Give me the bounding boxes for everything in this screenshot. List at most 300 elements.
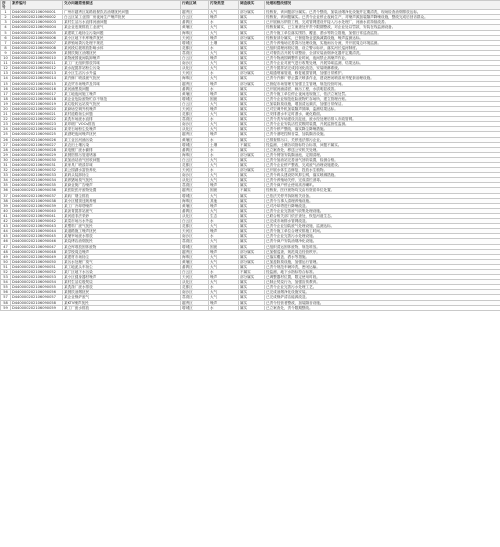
cell-district: 海珠区 [181, 30, 209, 35]
cell-district: 黄埔区 [181, 91, 209, 96]
table-body [1, 10, 500, 311]
cell-district: 从化区 [181, 127, 209, 132]
cell-district: 荔湾区 [181, 295, 209, 300]
cell-index: 2 [1, 15, 11, 20]
cell-verification: 属实 [239, 239, 265, 244]
cell-rectification: 已组织清运固体废物，规范堆放。 [265, 244, 500, 249]
cell-rectification: 已落实覆盖、洒水等措施。 [265, 254, 500, 259]
cell-pollution-type: 噪声 [209, 15, 239, 20]
cell-pollution-type: 水 [209, 168, 239, 173]
cell-issue: 某沥青搅拌站废气 [63, 208, 181, 213]
cell-district: 越秀区 [181, 132, 209, 137]
cell-index: 3 [1, 20, 11, 25]
cell-issue: 某养殖场粪污处理不规范 [63, 40, 181, 45]
cell-rectification: 已加装除臭设施，增加清运频次，加强日常保洁。 [265, 101, 500, 106]
cell-case-code: D440000202106090036 [11, 188, 63, 193]
cell-verification: 属实 [239, 127, 265, 132]
cell-pollution-type: 大气 [209, 224, 239, 229]
cell-rectification: 已责令施工单位落实围挡、覆盖、洒水等防尘措施，加强日常巡查监管。 [265, 30, 500, 35]
cell-case-code: D440000202106090021 [11, 112, 63, 117]
cell-pollution-type: 噪声 [209, 229, 239, 234]
cell-verification: 部分属实 [239, 168, 265, 173]
cell-verification: 属实 [239, 213, 265, 218]
cell-district: 荔湾区 [181, 50, 209, 55]
cell-district: 白云区 [181, 219, 209, 224]
cell-verification: 属实 [239, 178, 265, 183]
cell-rectification: 已督促市场管理方加强卫生管理，规范经营时间。 [265, 81, 500, 86]
cell-verification: 属实 [239, 254, 265, 259]
cell-index: 20 [1, 106, 11, 111]
cell-case-code: D440000202106090015 [11, 81, 63, 86]
cell-issue: 某工地夜间施工噪声 [63, 91, 181, 96]
cell-rectification: 已对餐饮店开展专项整治，全部安装油烟净化器并定期清洗。 [265, 50, 500, 55]
cell-issue: 某家具厂喷漆异味 [63, 163, 181, 168]
cell-rectification: 经核查部分属实，已督促物业更换减震设施，噪声监测达标。 [265, 35, 500, 40]
cell-pollution-type: 水 [209, 285, 239, 290]
cell-verification: 属实 [239, 244, 265, 249]
cell-issue: 某酒吧夜间噪声扰民 [63, 132, 181, 137]
cell-issue: 某工地泥头车扬尘 [63, 264, 181, 269]
cell-district: 增城区 [181, 96, 209, 101]
cell-index: 54 [1, 280, 11, 285]
cell-case-code: D440000202106090049 [11, 254, 63, 259]
cell-index: 8 [1, 45, 11, 50]
cell-case-code: D440000202106090041 [11, 213, 63, 218]
cell-case-code: D440000202106090011 [11, 61, 63, 66]
cell-district: 天河区 [181, 168, 209, 173]
cell-case-code: D440000202106090013 [11, 71, 63, 76]
cell-pollution-type: 大气 [209, 163, 239, 168]
cell-verification: 属实 [239, 122, 265, 127]
header-index: 序号 [1, 1, 11, 10]
cell-district: 黄埔区 [181, 259, 209, 264]
cell-district: 花都区 [181, 224, 209, 229]
cell-verification: 属实 [239, 112, 265, 117]
cell-case-code: D440000202106090030 [11, 157, 63, 162]
cell-case-code: D440000202106090017 [11, 91, 63, 96]
cell-district: 增城区 [181, 305, 209, 310]
cell-pollution-type: 大气 [209, 239, 239, 244]
cell-index: 1 [1, 10, 11, 15]
cell-district: 花都区 [181, 163, 209, 168]
cell-case-code: D440000202106090014 [11, 76, 63, 81]
cell-verification: 属实 [239, 106, 265, 111]
cell-rectification: 已责令经营者整改，加装隔音设施。 [265, 300, 500, 305]
cell-rectification: 已开展河涌清淤、截污工程，水质明显改善。 [265, 86, 500, 91]
cell-issue: 某加油站油气回收问题 [63, 157, 181, 162]
cell-verification: 属实 [239, 137, 265, 142]
cell-district: 白云区 [181, 157, 209, 162]
cell-index: 11 [1, 61, 11, 66]
cell-index: 9 [1, 50, 11, 55]
cell-pollution-type: 水 [209, 234, 239, 239]
cell-rectification: 经监测，土壤各项指标符合标准，问题不属实。 [265, 142, 500, 147]
cell-pollution-type: 水 [209, 20, 239, 25]
cell-case-code: D440000202106090045 [11, 234, 63, 239]
cell-verification: 属实 [239, 147, 265, 152]
cell-district: 番禺区 [181, 20, 209, 25]
cell-district: 天河区 [181, 35, 209, 40]
cell-index: 52 [1, 269, 11, 274]
cell-rectification: 已依法关停并拆除相关设备。 [265, 193, 500, 198]
cell-pollution-type: 大气 [209, 61, 239, 66]
cell-pollution-type: 噪声 [209, 132, 239, 137]
cell-rectification: 已责令加油站完善油气回收装置，检测合格。 [265, 157, 500, 162]
cell-pollution-type: 生态 [209, 213, 239, 218]
cell-pollution-type: 噪声 [209, 183, 239, 188]
cell-pollution-type: 噪声 [209, 35, 239, 40]
cell-district: 白云区 [181, 56, 209, 61]
cell-pollution-type: 大气 [209, 25, 239, 30]
table-row [1, 305, 500, 310]
cell-index: 18 [1, 96, 11, 101]
cell-district: 白云区 [181, 269, 209, 274]
cell-rectification: 已责令商户停止使用高音喇叭。 [265, 183, 500, 188]
cell-verification: 属实 [239, 285, 265, 290]
cell-rectification: 已完成锅炉清洁能源改造。 [265, 295, 500, 300]
cell-case-code: D440000202106090007 [11, 40, 63, 45]
cell-verification: 属实 [239, 300, 265, 305]
cell-issue: 某污水处理厂臭气 [63, 259, 181, 264]
cell-pollution-type: 大气 [209, 178, 239, 183]
cell-district: 番禺区 [181, 147, 209, 152]
cell-rectification: 已责令酒吧控制音量，加装隔音设施。 [265, 132, 500, 137]
cell-verification: 部分属实 [239, 259, 265, 264]
cell-issue: 某厂区地下水污染 [63, 269, 181, 274]
cell-issue: 某农贸市场噪声及异味 [63, 81, 181, 86]
cell-district: 黄埔区 [181, 25, 209, 30]
cell-rectification: 已责令养殖场关停，完成清栏消毒。 [265, 178, 500, 183]
cell-rectification: 经核查属实，已立案查处并责令限期整改，对企业处以罚款，安装在线监测设备。 [265, 25, 500, 30]
cell-issue: 某餐饮油烟扰民 [63, 290, 181, 295]
cell-district: 番禺区 [181, 264, 209, 269]
cell-issue: 某养猪场臭气扰民 [63, 178, 181, 183]
cell-case-code: D440000202106090010 [11, 56, 63, 61]
cell-rectification: 已加盖除臭设施，加强运行管理。 [265, 259, 500, 264]
cell-issue: 某商业街广告噪声 [63, 183, 181, 188]
cell-pollution-type: 大气 [209, 208, 239, 213]
cell-verification: 属实 [239, 61, 265, 66]
cell-index: 26 [1, 137, 11, 142]
cell-issue: 某农田土壤污染 [63, 142, 181, 147]
cell-index: 38 [1, 198, 11, 203]
cell-rectification: 已责令企业加装废气处理设施，监测达标。 [265, 224, 500, 229]
cell-pollution-type: 大气 [209, 280, 239, 285]
cell-rectification: 已责令物流园调整作业时间，夜间禁止高噪声作业。 [265, 56, 500, 61]
cell-issue: 某企业危险废物贮存不规范 [63, 96, 181, 101]
cell-district: 从化区 [181, 213, 209, 218]
cell-index: 55 [1, 285, 11, 290]
cell-rectification: 已加强巡查，规范周边经营秩序。 [265, 249, 500, 254]
cell-issue: 某建筑工地扬尘污染问题 [63, 30, 181, 35]
cell-issue: 某河段垃圾堆放影响水体 [63, 45, 181, 50]
cell-rectification: 已责令企业安装活性炭吸附装置，开展监督性监测。 [265, 122, 500, 127]
cell-rectification: 已责令企业完善污水处理设施。 [265, 234, 500, 239]
cell-case-code: D440000202106090022 [11, 117, 63, 122]
cell-rectification: 已联合相关部门依法查处，恢复河道生态。 [265, 213, 500, 218]
cell-case-code: D440000202106090058 [11, 300, 63, 305]
cell-verification: 部分属实 [239, 249, 265, 254]
cell-rectification: 已制止焚烧行为，加强宣传教育。 [265, 280, 500, 285]
cell-rectification: 已责令汽修厂停止露天喷漆作业，建设密闭喷漆房并配套治理设施。 [265, 76, 500, 81]
cell-district: 增城区 [181, 40, 209, 45]
cell-pollution-type: 大气 [209, 10, 239, 15]
cell-index: 28 [1, 147, 11, 152]
cell-issue: 某洗涤厂废水排放 [63, 285, 181, 290]
cell-verification: 属实 [239, 117, 265, 122]
cell-index: 7 [1, 40, 11, 45]
cell-issue: 某塑料厂废气扰民 [63, 224, 181, 229]
cell-district: 越秀区 [181, 188, 209, 193]
cell-district: 海珠区 [181, 76, 209, 81]
cell-rectification: 经核查，该问题部分属实。已责令整改，加装油烟净化设施并定期清洗，现场检查油烟排放达标。 [265, 10, 500, 15]
cell-rectification: 已责令洗车场建设沉淀池，废水经处理后排入市政管网。 [265, 117, 500, 122]
cell-verification: 属实 [239, 305, 265, 310]
cell-pollution-type: 噪声 [209, 81, 239, 86]
cell-issue: 某建材市场扬尘 [63, 254, 181, 259]
cell-pollution-type: 土壤 [209, 142, 239, 147]
cell-issue: 某小区生活污水外溢 [63, 71, 181, 76]
cell-verification: 属实 [239, 198, 265, 203]
cell-issue: 某道路施工噪声扰民 [63, 229, 181, 234]
cell-issue: 某洗车场废水直排 [63, 117, 181, 122]
cell-issue: 某屠宰场废水排放 [63, 234, 181, 239]
cell-case-code: D440000202106090052 [11, 269, 63, 274]
cell-verification: 属实 [239, 193, 265, 198]
cell-case-code: D440000202106090039 [11, 203, 63, 208]
cell-index: 10 [1, 56, 11, 61]
cell-issue: 某砖厂烟尘排放 [63, 193, 181, 198]
cell-district: 番禺区 [181, 208, 209, 213]
cell-issue: 某河道非法采砂 [63, 213, 181, 218]
cell-pollution-type: 噪声 [209, 91, 239, 96]
cell-verification: 属实 [239, 101, 265, 106]
cell-verification: 属实 [239, 30, 265, 35]
cell-case-code: D440000202106090044 [11, 229, 63, 234]
cell-index: 47 [1, 244, 11, 249]
cell-pollution-type: 水 [209, 117, 239, 122]
cell-verification: 部分属实 [239, 81, 265, 86]
cell-index: 27 [1, 142, 11, 147]
cell-verification: 属实 [239, 66, 265, 71]
cell-issue: 某电镀厂废水偷排 [63, 147, 181, 152]
cell-verification: 属实 [239, 229, 265, 234]
cell-issue: 某餐馆排污管道堵塞 [63, 152, 181, 157]
cell-issue: 某水泥搅拌站粉尘污染 [63, 66, 181, 71]
cell-pollution-type: 噪声 [209, 56, 239, 61]
cell-district: 花都区 [181, 285, 209, 290]
cell-issue: 某学校周边噪声 [63, 249, 181, 254]
cell-district: 海珠区 [181, 254, 209, 259]
cell-rectification: 已责令规范车辆冲洗，密闭运输。 [265, 264, 500, 269]
cell-issue: 某餐饮街区油烟扰民 [63, 50, 181, 55]
cell-case-code: D440000202106090002 [11, 15, 63, 20]
cell-case-code: D440000202106090043 [11, 224, 63, 229]
cell-case-code: D440000202106090035 [11, 183, 63, 188]
cell-index: 15 [1, 81, 11, 86]
cell-district: 白云区 [181, 101, 209, 106]
cell-rectification: 已完成油烟净化设施安装。 [265, 290, 500, 295]
cell-pollution-type: 大气 [209, 290, 239, 295]
cell-district: 黄埔区 [181, 137, 209, 142]
cell-verification: 属实 [239, 290, 265, 295]
cell-rectification: 已责令码头建设防风抑尘网，落实喷淋措施。 [265, 173, 500, 178]
cell-index: 50 [1, 259, 11, 264]
cell-index: 45 [1, 234, 11, 239]
cell-index: 48 [1, 249, 11, 254]
cell-issue: 某企业违规排放工业废气 [63, 25, 181, 30]
cell-verification: 不属实 [239, 269, 265, 274]
cell-index: 23 [1, 122, 11, 127]
cell-issue: 某垃圾转运站臭气扰民 [63, 101, 181, 106]
table-header-row [1, 1, 500, 10]
cell-verification: 属实 [239, 50, 265, 55]
cell-case-code: D440000202106090016 [11, 86, 63, 91]
cell-index: 31 [1, 163, 11, 168]
cell-verification: 属实 [239, 157, 265, 162]
cell-pollution-type: 大气 [209, 295, 239, 300]
cell-issue: 某KTV噪声扰民 [63, 300, 181, 305]
cell-issue: 某河涌黑臭问题 [63, 86, 181, 91]
cell-case-code: D440000202106090012 [11, 66, 63, 71]
cell-verification: 属实 [239, 40, 265, 45]
cell-pollution-type: 水 [209, 45, 239, 50]
cell-issue: 某采石场粉尘及噪声 [63, 127, 181, 132]
cell-pollution-type: 噪声 [209, 275, 239, 280]
cell-verification: 属实 [239, 183, 265, 188]
cell-index: 58 [1, 300, 11, 305]
cell-index: 4 [1, 25, 11, 30]
cell-index: 21 [1, 112, 11, 117]
cell-index: 42 [1, 219, 11, 224]
cell-case-code: D440000202106090059 [11, 305, 63, 310]
cell-case-code: D440000202106090029 [11, 152, 63, 157]
cell-case-code: D440000202106090050 [11, 259, 63, 264]
cell-issue: 某村生活垃圾焚烧 [63, 280, 181, 285]
cell-index: 59 [1, 305, 11, 310]
cell-index: 56 [1, 290, 11, 295]
cell-district: 增城区 [181, 142, 209, 147]
cell-rectification: 已对空调外机加装隔声屏障，监测结果达标。 [265, 106, 500, 111]
cell-issue: 某物流园夜间装卸噪声 [63, 56, 181, 61]
cell-pollution-type: 水 [209, 305, 239, 310]
cell-issue: 某工厂无组织排放异味 [63, 61, 181, 66]
cell-case-code: D440000202106090038 [11, 198, 63, 203]
cell-rectification: 已安排洒水车定时洒水，硬化路面。 [265, 112, 500, 117]
cell-verification: 部分属实 [239, 152, 265, 157]
cell-verification: 不属实 [239, 142, 265, 147]
cell-pollution-type: 水 [209, 137, 239, 142]
cell-case-code: D440000202106090046 [11, 239, 63, 244]
cell-issue: 某汽修厂喷漆废气扰民 [63, 76, 181, 81]
cell-verification: 属实 [239, 45, 265, 50]
cell-verification: 不属实 [239, 188, 265, 193]
cell-district: 荔湾区 [181, 239, 209, 244]
cell-rectification: 已责令企业规范危险废物贮存场所，建立管理台账。 [265, 96, 500, 101]
cell-district: 越秀区 [181, 81, 209, 86]
cell-case-code: D440000202106090048 [11, 249, 63, 254]
cell-verification: 属实 [239, 173, 265, 178]
cell-issue: 某印刷厂VOCs排放 [63, 122, 181, 127]
cell-index: 6 [1, 35, 11, 40]
cell-verification: 属实 [239, 295, 265, 300]
cell-rectification: 已责令养殖场完善粪污处理设施，实施雨污分流，并开展周边环境监测。 [265, 40, 500, 45]
cell-index: 57 [1, 295, 11, 300]
cell-index: 29 [1, 152, 11, 157]
cell-case-code: D440000202106090051 [11, 264, 63, 269]
cell-issue: 某企业锅炉废气 [63, 295, 181, 300]
cell-verification: 属实 [239, 280, 265, 285]
cell-rectification: 经核查，该问题属实。已责令企业停止夜间生产，对噪声源加装隔声降噪设施，整改完成后回访群众。 [265, 15, 500, 20]
cell-verification: 属实 [239, 25, 265, 30]
cell-district: 花都区 [181, 112, 209, 117]
cell-case-code: D440000202106090004 [11, 25, 63, 30]
cell-district: 越秀区 [181, 249, 209, 254]
cell-pollution-type: 其他 [209, 198, 239, 203]
cell-issue: 某商场空调外机噪声 [63, 106, 181, 111]
cell-pollution-type: 大气 [209, 157, 239, 162]
cell-issue: 广州市越秀区某路段餐饮店油烟扰民问题 [63, 10, 181, 15]
cell-case-code: D440000202106090023 [11, 122, 63, 127]
cell-verification: 部分属实 [239, 35, 265, 40]
cell-index: 32 [1, 168, 11, 173]
cell-pollution-type: 水 [209, 152, 239, 157]
cell-rectification: 已开展截污纳管工程，完成管网建设并接入污水处理厂，河涌水质持续改善。 [265, 20, 500, 25]
cell-district: 白云区 [181, 15, 209, 20]
cell-pollution-type: 大气 [209, 264, 239, 269]
cell-case-code: D440000202106090025 [11, 132, 63, 137]
cell-district: 花都区 [181, 45, 209, 50]
cell-index: 49 [1, 254, 11, 259]
header-case-code: 案件编号 [11, 1, 63, 10]
cell-pollution-type: 大气 [209, 193, 239, 198]
cell-case-code: D440000202106090003 [11, 20, 63, 25]
cell-district: 越秀区 [181, 10, 209, 15]
cell-pollution-type: 大气 [209, 66, 239, 71]
cell-rectification: 已立案查处，责令限期整改。 [265, 305, 500, 310]
cell-case-code: D440000202106090005 [11, 30, 63, 35]
cell-verification: 属实 [239, 96, 265, 101]
cell-case-code: D440000202106090019 [11, 101, 63, 106]
cell-verification: 属实 [239, 203, 265, 208]
cell-index: 36 [1, 188, 11, 193]
cell-verification: 部分属实 [239, 275, 265, 280]
cell-verification: 属实 [239, 208, 265, 213]
cell-pollution-type: 噪声 [209, 106, 239, 111]
header-rectification: 处理和整改情况 [265, 1, 500, 10]
cell-index: 22 [1, 117, 11, 122]
cell-case-code: D440000202106090055 [11, 285, 63, 290]
cell-index: 12 [1, 66, 11, 71]
cell-issue: 某码头装卸扬尘 [63, 173, 181, 178]
cell-index: 40 [1, 208, 11, 213]
cell-case-code: D440000202106090027 [11, 142, 63, 147]
cell-verification: 属实 [239, 15, 265, 20]
header-pollution-type: 污染类型 [209, 1, 239, 10]
cell-issue: 某村道路扬尘问题 [63, 112, 181, 117]
cell-issue: 某小区楼顶违规养殖 [63, 198, 181, 203]
cell-rectification: 已责令餐馆安装隔油池，定期清理。 [265, 152, 500, 157]
cell-pollution-type: 土壤 [209, 40, 239, 45]
cell-verification: 属实 [239, 56, 265, 61]
cell-case-code: D440000202106090006 [11, 35, 63, 40]
cell-index: 14 [1, 76, 11, 81]
cell-district: 天河区 [181, 229, 209, 234]
cell-case-code: D440000202106090009 [11, 50, 63, 55]
cell-verification: 属实 [239, 76, 265, 81]
cell-verification: 部分属实 [239, 71, 265, 76]
cell-issue: 某烧烤店油烟扰民 [63, 239, 181, 244]
